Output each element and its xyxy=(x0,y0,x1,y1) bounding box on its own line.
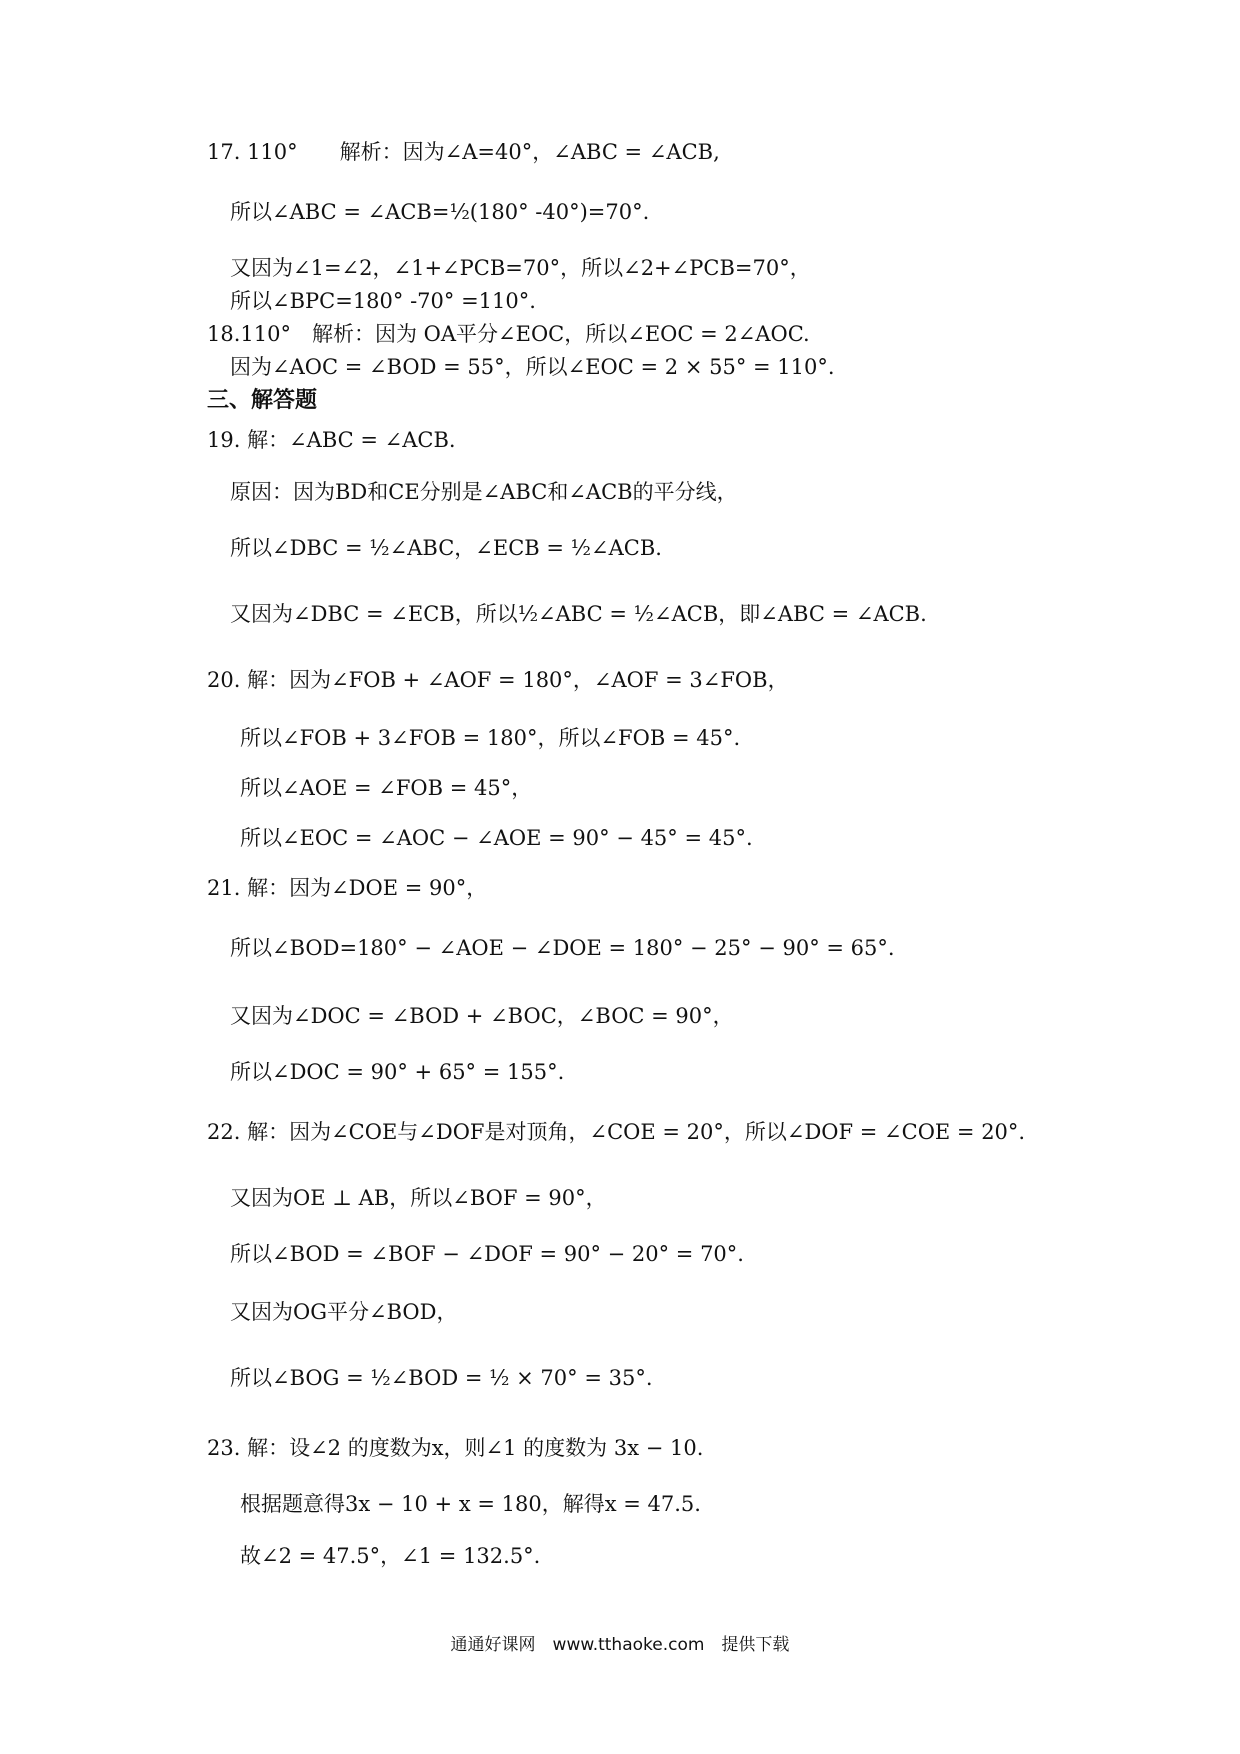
page-footer: 通通好课网 www.tthaoke.com 提供下载 xyxy=(450,1635,790,1655)
answer-21-line-4: 所以∠DOC = 90° + 65° = 155°. xyxy=(230,1060,565,1084)
answer-23-line-1: 23. 解：设∠2 的度数为x，则∠1 的度数为 3x − 10. xyxy=(207,1436,704,1460)
section-heading: 三、解答题 xyxy=(207,387,318,413)
answer-22-line-4: 又因为OG平分∠BOD， xyxy=(230,1300,458,1324)
answer-20-line-3: 所以∠AOE = ∠FOB = 45°， xyxy=(240,776,533,800)
answer-17-line-1: 17. 110° 解析：因为∠A=40°，∠ABC = ∠ACB, xyxy=(207,140,720,164)
answer-22-line-5: 所以∠BOG = ½∠BOD = ½ × 70° = 35°. xyxy=(230,1366,653,1390)
answer-17-line-3: 又因为∠1=∠2，∠1+∠PCB=70°，所以∠2+∠PCB=70°， xyxy=(230,256,811,280)
answer-20-line-1: 20. 解：因为∠FOB + ∠AOF = 180°，∠AOF = 3∠FOB， xyxy=(207,668,789,692)
answer-17-line-2: 所以∠ABC = ∠ACB=½(180° -40°)=70°. xyxy=(230,200,650,224)
answer-20-line-2: 所以∠FOB + 3∠FOB = 180°，所以∠FOB = 45°. xyxy=(240,726,741,750)
answer-22-line-2: 又因为OE ⊥ AB，所以∠BOF = 90°， xyxy=(230,1186,607,1210)
answer-23-line-2: 根据题意得3x − 10 + x = 180，解得x = 47.5. xyxy=(240,1492,701,1516)
answer-19-line-4: 又因为∠DBC = ∠ECB，所以½∠ABC = ½∠ACB，即∠ABC = ∠ACB. xyxy=(230,602,927,626)
answer-19-line-3: 所以∠DBC = ½∠ABC，∠ECB = ½∠ACB. xyxy=(230,536,662,560)
answer-18-line-2: 因为∠AOC = ∠BOD = 55°，所以∠EOC = 2 × 55° = 110°. xyxy=(230,355,835,379)
answer-23-line-3: 故∠2 = 47.5°，∠1 = 132.5°. xyxy=(240,1544,541,1568)
answer-22-line-3: 所以∠BOD = ∠BOF − ∠DOF = 90° − 20° = 70°. xyxy=(230,1242,744,1266)
answer-18-line-1: 18.110° 解析：因为 OA平分∠EOC，所以∠EOC = 2∠AOC. xyxy=(207,322,810,346)
answer-22-line-1: 22. 解：因为∠COE与∠DOF是对顶角，∠COE = 20°，所以∠DOF = ∠COE = 20°. xyxy=(207,1120,1026,1144)
answer-21-line-3: 又因为∠DOC = ∠BOD + ∠BOC，∠BOC = 90°， xyxy=(230,1004,734,1028)
answer-21-line-1: 21. 解：因为∠DOE = 90°， xyxy=(207,876,488,900)
answer-21-line-2: 所以∠BOD=180° − ∠AOE − ∠DOE = 180° − 25° − 90° = 65°. xyxy=(230,936,895,960)
answer-17-line-4: 所以∠BPC=180° -70° =110°. xyxy=(230,289,536,313)
answer-19-line-2: 原因：因为BD和CE分别是∠ABC和∠ACB的平分线， xyxy=(230,480,738,504)
answer-20-line-4: 所以∠EOC = ∠AOC − ∠AOE = 90° − 45° = 45°. xyxy=(240,826,753,850)
answer-19-line-1: 19. 解：∠ABC = ∠ACB. xyxy=(207,428,456,452)
